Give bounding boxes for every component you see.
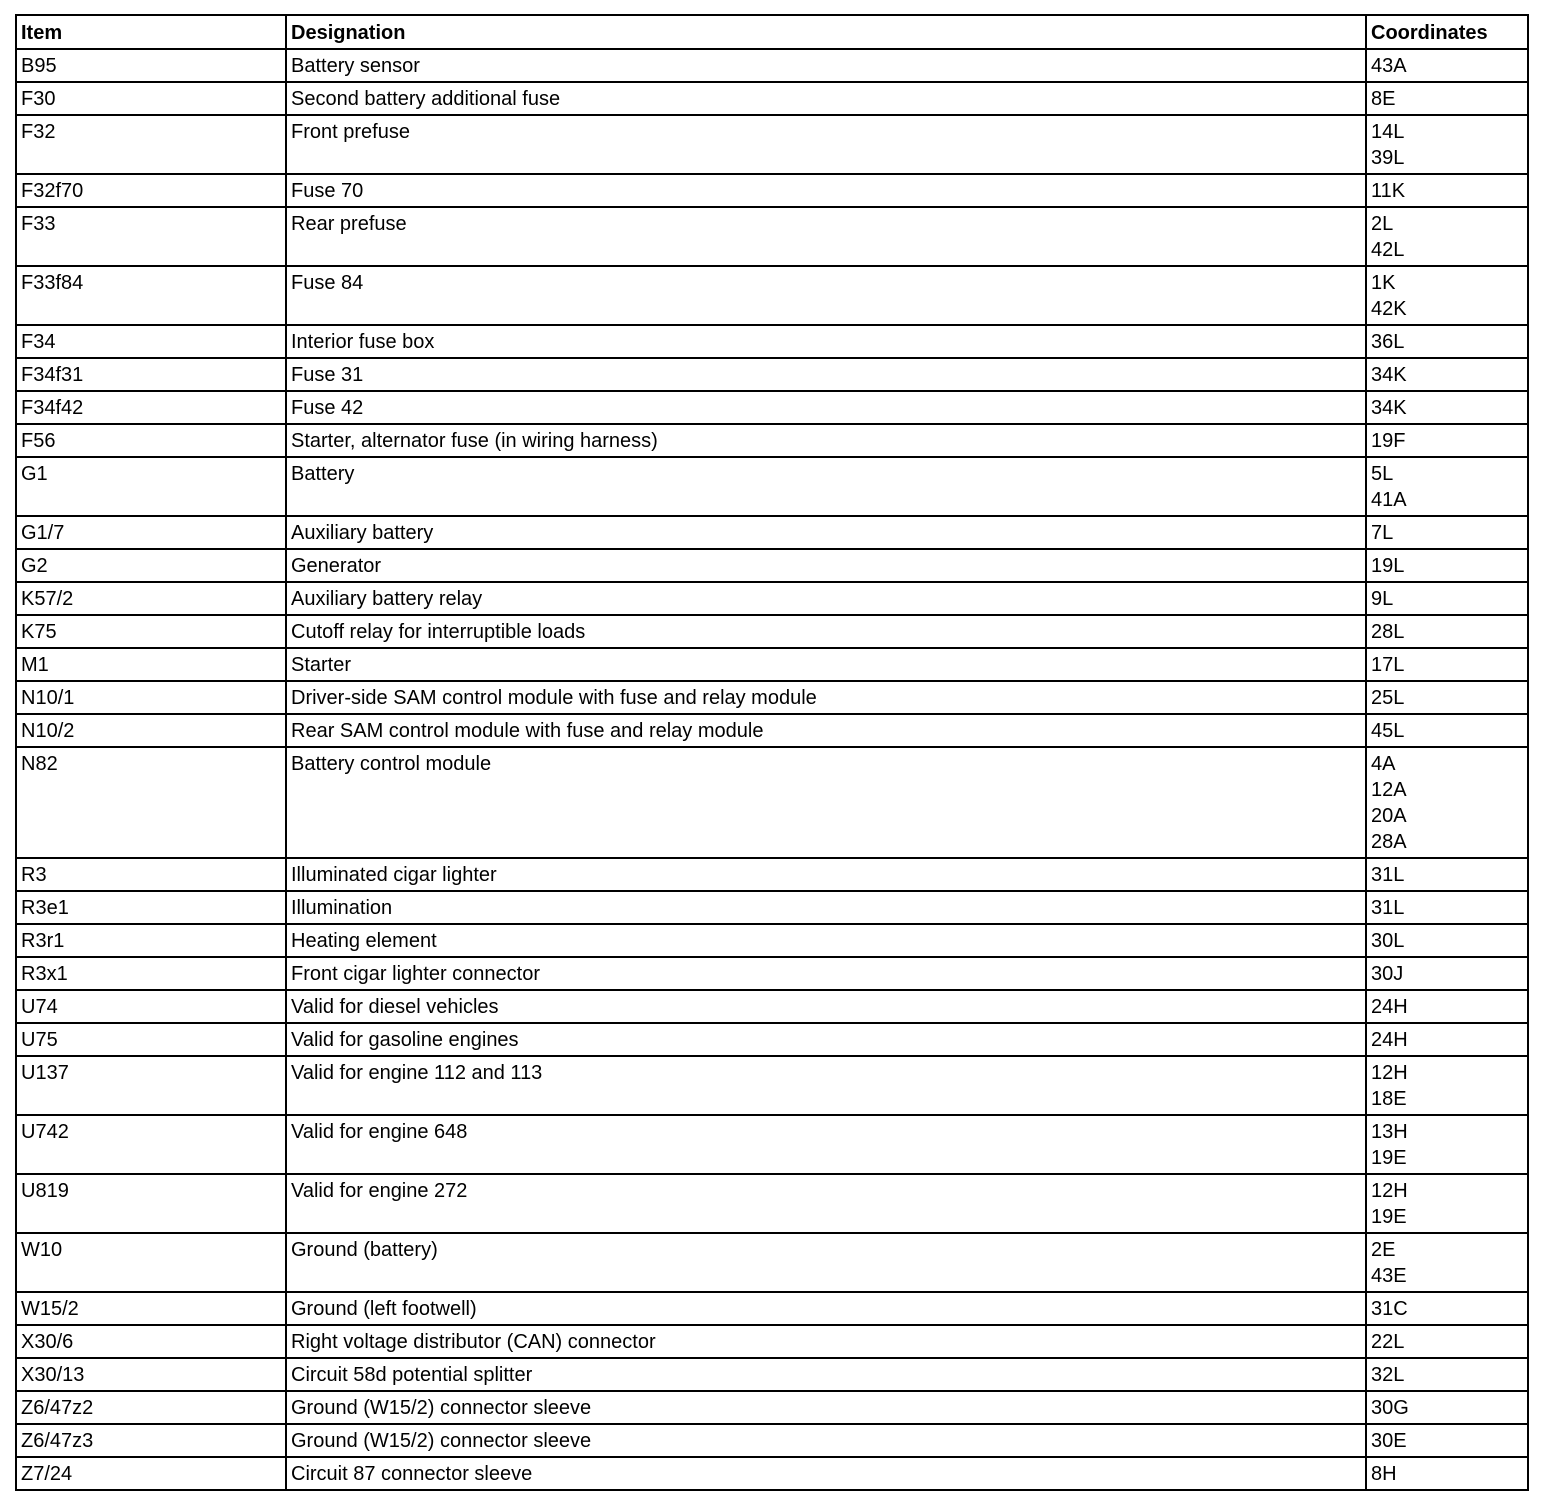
table-row <box>16 549 1528 582</box>
coordinates-cell <box>1366 391 1528 424</box>
coordinate-value: 19L <box>1371 555 1405 577</box>
coordinates-cell <box>1366 924 1528 957</box>
table-row <box>16 325 1528 358</box>
component-table <box>15 14 1529 1491</box>
coordinates-cell <box>1366 615 1528 648</box>
designation-cell: Battery sensor <box>286 49 1366 82</box>
item-cell: W10 <box>16 1233 286 1292</box>
coordinates-cell <box>1366 457 1528 516</box>
item-cell: Z6/47z2 <box>16 1391 286 1424</box>
coordinate-value: 24H <box>1371 996 1408 1018</box>
coordinates-cell <box>1366 358 1528 391</box>
coordinates-cell <box>1366 990 1528 1023</box>
designation-cell: Front prefuse <box>286 115 1366 174</box>
designation-cell: Valid for engine 648 <box>286 1115 1366 1174</box>
item-cell: Z6/47z3 <box>16 1424 286 1457</box>
designation-cell: Illuminated cigar lighter <box>286 858 1366 891</box>
coordinates-cell <box>1366 49 1528 82</box>
coordinate-value: 12H <box>1371 1062 1408 1084</box>
table-row <box>16 957 1528 990</box>
designation-cell: Front cigar lighter connector <box>286 957 1366 990</box>
item-cell: U137 <box>16 1056 286 1115</box>
item-cell: X30/13 <box>16 1358 286 1391</box>
table-row <box>16 582 1528 615</box>
designation-cell: Valid for diesel vehicles <box>286 990 1366 1023</box>
coordinates-cell <box>1366 1391 1528 1424</box>
designation-cell: Rear prefuse <box>286 207 1366 266</box>
coordinate-value: 11K <box>1371 180 1406 202</box>
table-row <box>16 457 1528 516</box>
item-cell: F32 <box>16 115 286 174</box>
table-row <box>16 1233 1528 1292</box>
designation-cell: Valid for engine 272 <box>286 1174 1366 1233</box>
coordinates-cell <box>1366 174 1528 207</box>
designation-cell: Generator <box>286 549 1366 582</box>
item-cell: R3x1 <box>16 957 286 990</box>
table-row <box>16 82 1528 115</box>
coordinate-value: 19F <box>1371 430 1406 452</box>
designation-cell: Right voltage distributor (CAN) connector <box>286 1325 1366 1358</box>
table-row <box>16 648 1528 681</box>
coordinate-value: 19E <box>1371 1206 1407 1228</box>
coordinate-value: 28L <box>1371 621 1405 643</box>
table-row <box>16 1457 1528 1490</box>
coordinate-value: 30L <box>1371 930 1405 952</box>
designation-cell: Fuse 42 <box>286 391 1366 424</box>
coordinate-value: 31L <box>1371 897 1405 919</box>
designation-cell: Fuse 70 <box>286 174 1366 207</box>
item-cell: Z7/24 <box>16 1457 286 1490</box>
coordinate-value: 13H <box>1371 1121 1408 1143</box>
coordinate-value: 31C <box>1371 1298 1408 1320</box>
item-cell: R3 <box>16 858 286 891</box>
table-row <box>16 858 1528 891</box>
table-row <box>16 1174 1528 1233</box>
coordinate-value: 12A <box>1371 779 1407 801</box>
designation-cell: Battery <box>286 457 1366 516</box>
coordinates-cell <box>1366 747 1528 858</box>
designation-cell: Starter <box>286 648 1366 681</box>
coordinate-value: 1K <box>1371 272 1396 294</box>
coordinate-value: 42L <box>1371 239 1405 261</box>
designation-cell: Valid for gasoline engines <box>286 1023 1366 1056</box>
coordinates-cell <box>1366 582 1528 615</box>
item-cell: B95 <box>16 49 286 82</box>
coordinates-cell <box>1366 1325 1528 1358</box>
table-row <box>16 207 1528 266</box>
item-cell: F34 <box>16 325 286 358</box>
item-cell: M1 <box>16 648 286 681</box>
coordinate-value: 30E <box>1371 1430 1407 1452</box>
designation-cell: Starter, alternator fuse (in wiring harness) <box>286 424 1366 457</box>
item-cell: N10/1 <box>16 681 286 714</box>
designation-cell: Rear SAM control module with fuse and relay module <box>286 714 1366 747</box>
coordinates-cell <box>1366 1056 1528 1115</box>
coordinate-value: 43E <box>1371 1265 1407 1287</box>
coordinate-value: 19E <box>1371 1147 1407 1169</box>
table-row <box>16 391 1528 424</box>
designation-cell: Interior fuse box <box>286 325 1366 358</box>
designation-cell: Circuit 87 connector sleeve <box>286 1457 1366 1490</box>
coordinate-value: 34K <box>1371 397 1407 419</box>
coordinates-cell <box>1366 424 1528 457</box>
item-cell: W15/2 <box>16 1292 286 1325</box>
item-cell: N82 <box>16 747 286 858</box>
item-cell: K57/2 <box>16 582 286 615</box>
coordinates-cell <box>1366 957 1528 990</box>
table-row <box>16 747 1528 858</box>
item-cell: F30 <box>16 82 286 115</box>
item-cell: U819 <box>16 1174 286 1233</box>
designation-cell: Ground (W15/2) connector sleeve <box>286 1391 1366 1424</box>
coordinate-value: 2E <box>1371 1239 1396 1261</box>
item-cell: F56 <box>16 424 286 457</box>
coordinates-cell <box>1366 1424 1528 1457</box>
coordinates-cell <box>1366 325 1528 358</box>
coordinates-cell <box>1366 681 1528 714</box>
designation-cell: Illumination <box>286 891 1366 924</box>
coordinate-value: 41A <box>1371 489 1407 511</box>
designation-cell: Ground (W15/2) connector sleeve <box>286 1424 1366 1457</box>
coordinate-value: 30J <box>1371 963 1404 985</box>
table-row <box>16 49 1528 82</box>
designation-cell: Fuse 84 <box>286 266 1366 325</box>
coordinate-value: 39L <box>1371 147 1405 169</box>
coordinates-cell <box>1366 1292 1528 1325</box>
coordinate-value: 12H <box>1371 1180 1408 1202</box>
item-cell: F34f42 <box>16 391 286 424</box>
coordinates-cell <box>1366 1457 1528 1490</box>
coordinate-value: 17L <box>1371 654 1405 676</box>
coordinate-value: 28A <box>1371 831 1407 853</box>
coordinates-cell <box>1366 1358 1528 1391</box>
coordinate-value: 25L <box>1371 687 1405 709</box>
coordinate-value: 24H <box>1371 1029 1408 1051</box>
designation-cell: Ground (battery) <box>286 1233 1366 1292</box>
coordinate-value: 45L <box>1371 720 1405 742</box>
table-row <box>16 924 1528 957</box>
coordinates-cell <box>1366 1023 1528 1056</box>
table-row <box>16 1391 1528 1424</box>
coordinates-cell <box>1366 1174 1528 1233</box>
table-row <box>16 266 1528 325</box>
coordinate-value: 42K <box>1371 298 1407 320</box>
header-coordinates: Coordinates <box>1366 15 1528 49</box>
item-cell: F32f70 <box>16 174 286 207</box>
coordinate-value: 8H <box>1371 1463 1397 1485</box>
coordinate-value: 34K <box>1371 364 1407 386</box>
coordinates-cell <box>1366 858 1528 891</box>
coordinate-value: 9L <box>1371 588 1394 610</box>
coordinate-value: 5L <box>1371 463 1394 485</box>
coordinate-value: 31L <box>1371 864 1405 886</box>
coordinates-cell <box>1366 1115 1528 1174</box>
designation-cell: Auxiliary battery relay <box>286 582 1366 615</box>
coordinates-cell <box>1366 714 1528 747</box>
coordinate-value: 32L <box>1371 1364 1405 1386</box>
designation-cell: Ground (left footwell) <box>286 1292 1366 1325</box>
table-row <box>16 1424 1528 1457</box>
coordinates-cell <box>1366 516 1528 549</box>
item-cell: N10/2 <box>16 714 286 747</box>
table-row <box>16 990 1528 1023</box>
item-cell: U74 <box>16 990 286 1023</box>
item-cell: U75 <box>16 1023 286 1056</box>
header-item: Item <box>16 15 286 49</box>
item-cell: F33f84 <box>16 266 286 325</box>
designation-cell: Battery control module <box>286 747 1366 858</box>
coordinates-cell <box>1366 266 1528 325</box>
table-row <box>16 358 1528 391</box>
coordinates-cell <box>1366 648 1528 681</box>
coordinate-value: 14L <box>1371 121 1405 143</box>
table-row <box>16 1325 1528 1358</box>
table-row <box>16 615 1528 648</box>
designation-cell: Second battery additional fuse <box>286 82 1366 115</box>
table-row <box>16 516 1528 549</box>
coordinate-value: 43A <box>1371 55 1407 77</box>
item-cell: R3e1 <box>16 891 286 924</box>
designation-cell: Auxiliary battery <box>286 516 1366 549</box>
coordinates-cell <box>1366 549 1528 582</box>
designation-cell: Circuit 58d potential splitter <box>286 1358 1366 1391</box>
table-row <box>16 1056 1528 1115</box>
coordinate-value: 30G <box>1371 1397 1409 1419</box>
designation-cell: Heating element <box>286 924 1366 957</box>
coordinate-value: 36L <box>1371 331 1405 353</box>
table-row <box>16 681 1528 714</box>
item-cell: G2 <box>16 549 286 582</box>
table-row <box>16 1292 1528 1325</box>
coordinate-value: 22L <box>1371 1331 1405 1353</box>
table-row <box>16 174 1528 207</box>
item-cell: F33 <box>16 207 286 266</box>
item-cell: K75 <box>16 615 286 648</box>
table-row <box>16 1115 1528 1174</box>
designation-cell: Fuse 31 <box>286 358 1366 391</box>
table-row <box>16 714 1528 747</box>
designation-cell: Cutoff relay for interruptible loads <box>286 615 1366 648</box>
designation-cell: Driver-side SAM control module with fuse and relay module <box>286 681 1366 714</box>
header-designation: Designation <box>286 15 1366 49</box>
table-row <box>16 1023 1528 1056</box>
item-cell: G1 <box>16 457 286 516</box>
coordinate-value: 8E <box>1371 88 1396 110</box>
coordinate-value: 18E <box>1371 1088 1407 1110</box>
item-cell: F34f31 <box>16 358 286 391</box>
designation-cell: Valid for engine 112 and 113 <box>286 1056 1366 1115</box>
table-body <box>16 49 1528 1490</box>
coordinates-cell <box>1366 891 1528 924</box>
coordinate-value: 2L <box>1371 213 1394 235</box>
table-row <box>16 424 1528 457</box>
table-header-row <box>16 15 1528 49</box>
coordinates-cell <box>1366 1233 1528 1292</box>
item-cell: G1/7 <box>16 516 286 549</box>
component-legend <box>15 14 1527 1491</box>
coordinate-value: 20A <box>1371 805 1407 827</box>
coordinates-cell <box>1366 82 1528 115</box>
item-cell: X30/6 <box>16 1325 286 1358</box>
table-row <box>16 891 1528 924</box>
item-cell: R3r1 <box>16 924 286 957</box>
coordinates-cell <box>1366 115 1528 174</box>
coordinate-value: 7L <box>1371 522 1394 544</box>
coordinates-cell <box>1366 207 1528 266</box>
table-row <box>16 1358 1528 1391</box>
coordinate-value: 4A <box>1371 753 1396 775</box>
item-cell: U742 <box>16 1115 286 1174</box>
table-row <box>16 115 1528 174</box>
